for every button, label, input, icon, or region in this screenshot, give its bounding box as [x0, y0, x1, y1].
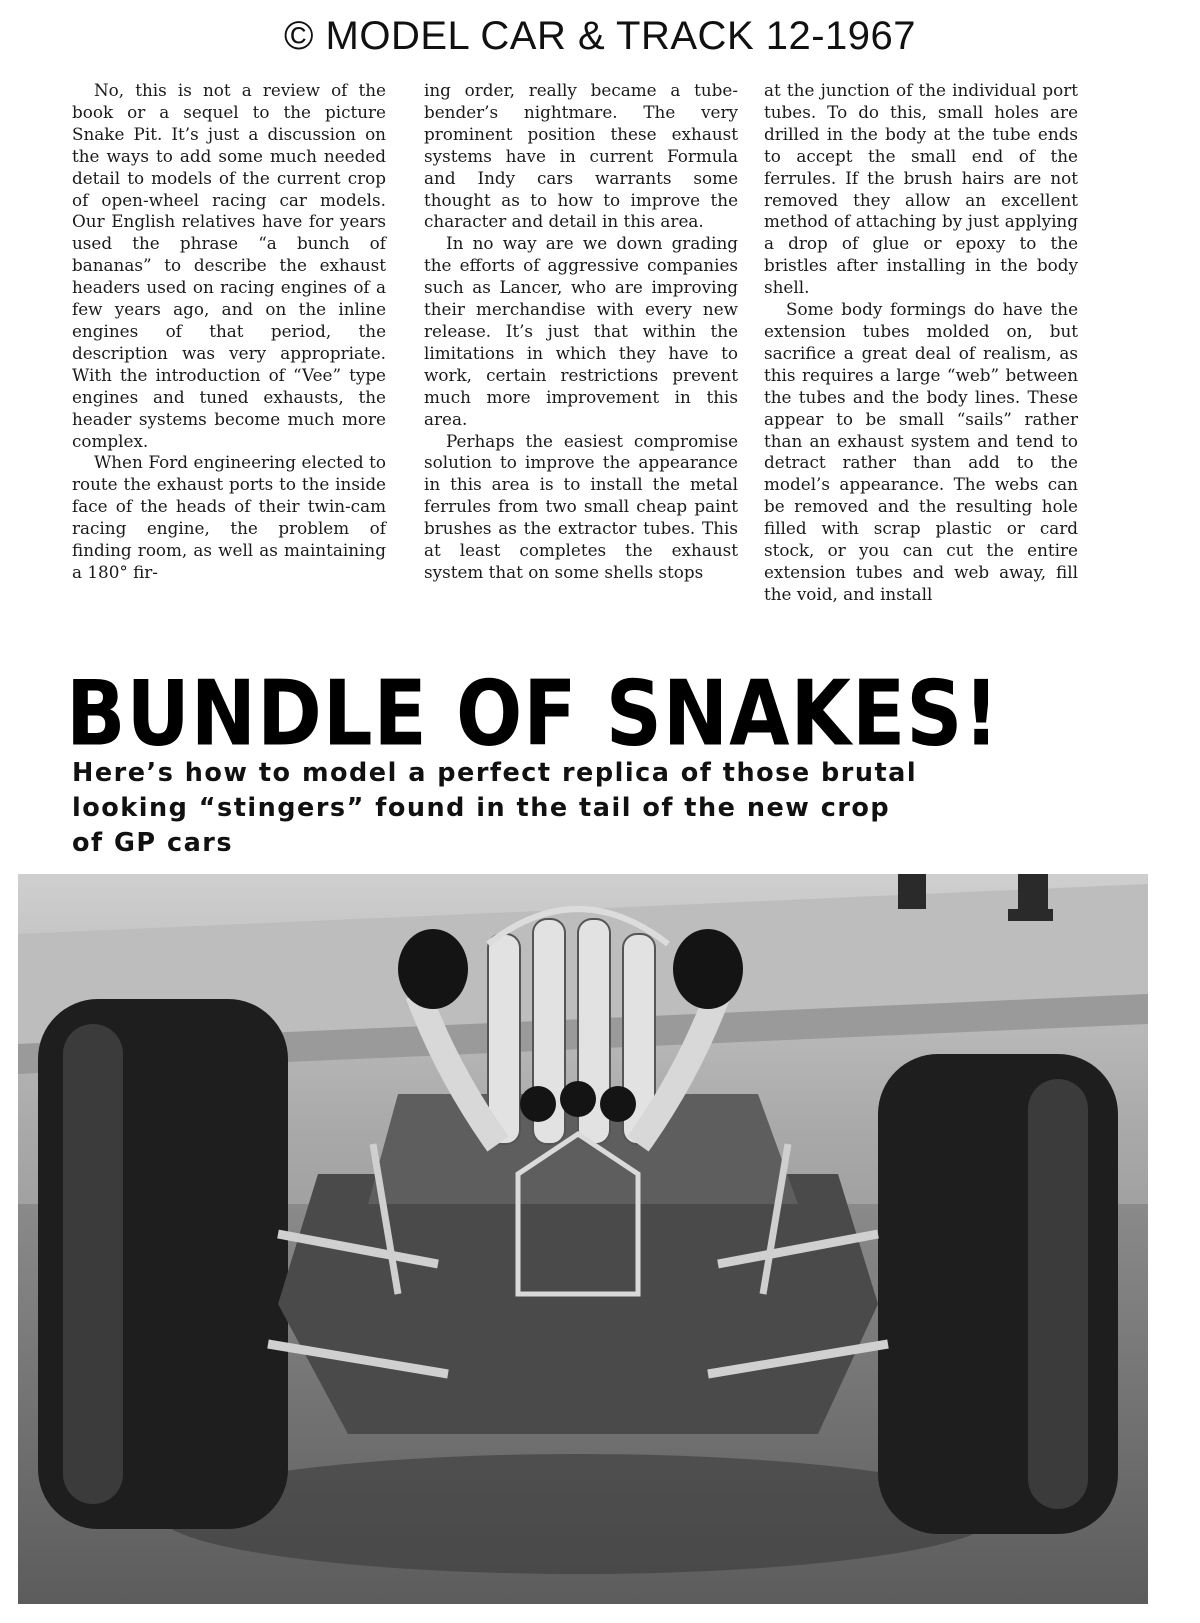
subheadline: Here’s how to model a perfect replica of those brutal looking “stingers” found in the tail of the new crop of GP cars — [72, 758, 918, 858]
page-header: © MODEL CAR & TRACK 12-1967 — [283, 14, 917, 58]
article-column-1 — [72, 80, 386, 584]
paragraph: at the junction of the individual port tubes. To do this, small holes are drilled in the body at the tube ends to accept the small end of the ferrules. If the brush hairs are not removed they allow an excellent method of attaching by just applying a drop of glue or epoxy to the bristles after installing in the body shell. — [764, 80, 1078, 298]
paragraph: Some body formings do have the extension tubes molded on, but sacrifice a great deal of realism, as this requires a large “web” between the tubes and the body lines. These appear to be small “sails” rather than an exhaust system and tend to detract rather than add to the model’s appearance. The webs can be removed and the resulting hole filled with scrap plastic or card stock, or you can cut the entire extension tubes and web away, fill the void, and install — [764, 299, 1078, 604]
article-body — [72, 80, 1082, 640]
paragraph: No, this is not a review of the book or a sequel to the picture Snake Pit. It’s just a discussion on the ways to add some much needed detail to models of the current crop of open-wheel racing car models. Our English relatives have for years used the phrase “a bunch of bananas” to describe the exhaust headers used on racing engines of a few years ago, and on the inline engines of that period, the description was very appropriate. With the introduction of “Vee” type engines and tuned exhausts, the header systems become much more complex. — [72, 80, 386, 451]
paragraph: In no way are we down grading the efforts of aggressive companies such as Lancer, who are improving their merchandise with every new release. It’s just that within the limitations in which they have to work, certain restrictions prevent much more improvement in this area. — [424, 233, 738, 429]
paragraph: Perhaps the easiest compromise solution to improve the appearance in this area is to install the metal ferrules from two small cheap paint brushes as the extractor tubes. This at least completes the exhaust system that on some shells stops — [424, 430, 738, 582]
article-column-3 — [764, 80, 1078, 606]
race-car-photo — [18, 874, 1148, 1604]
article-column-2 — [424, 80, 738, 584]
headline: BUNDLE OF SNAKES! — [66, 663, 1000, 767]
paragraph: When Ford engineering elected to route the exhaust ports to the inside face of the heads of their twin-cam racing engine, the problem of finding room, as well as maintaining a 180° fir- — [72, 452, 386, 582]
paragraph: ing order, really became a tube-bender’s nightmare. The very prominent position these exhaust systems have in current Formula and Indy cars warrants some thought as to how to improve the character and detail in this area. — [424, 80, 738, 232]
